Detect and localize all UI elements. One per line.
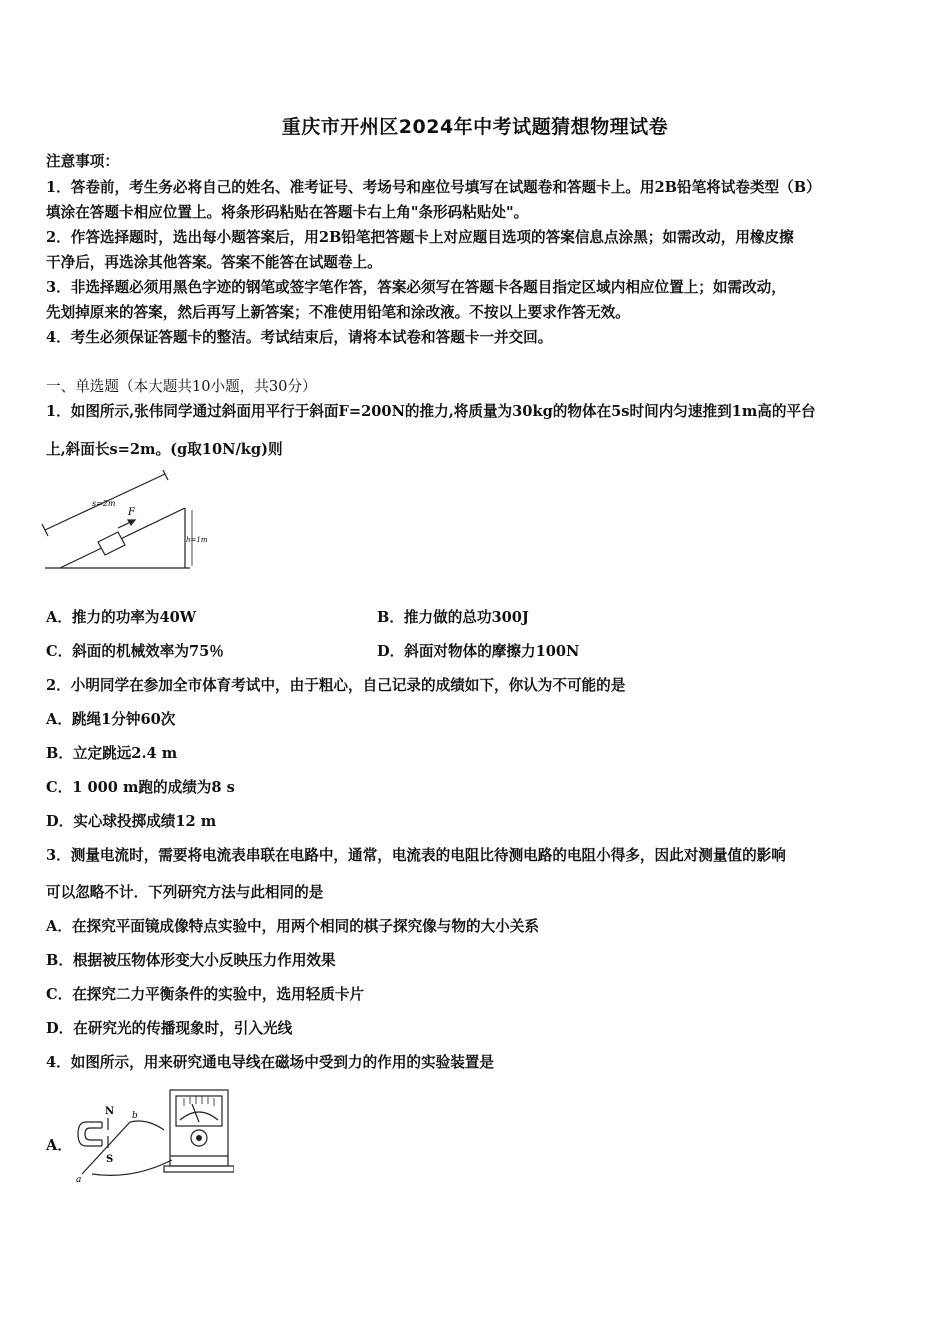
q1-option-c: C．斜面的机械效率为75％ [46,643,224,660]
pole-n-label: N [105,1106,115,1117]
notes-heading: 注意事项： [46,153,119,170]
q1-stem-line-1: 1．如图所示,张伟同学通过斜面用平行于斜面F=200N的推力,将质量为30kg的物体在5s时间内匀速推到1m高的平台 [46,403,816,420]
q1-option-a: A．推力的功率为40W [46,609,197,626]
force-label: F [128,507,135,518]
page-title: 重庆市开州区2024年中考试题猜想物理试卷 [281,116,669,138]
q3-option-b: B．根据被压物体形变大小反映压力作用效果 [46,952,336,969]
q4-stem: 4．如图所示，用来研究通电导线在磁场中受到力的作用的实验装置是 [46,1054,494,1071]
q2-option-c: C．1 000 m跑的成绩为8 s [46,779,235,796]
height-label: h=1m [186,536,208,544]
q3-option-a: A．在探究平面镜成像特点实验中，用两个相同的棋子探究像与物的大小关系 [46,918,539,935]
conductor-rod [82,1122,130,1174]
q1-option-b: B．推力做的总功300J [377,609,529,626]
wire-end-b-label: b [132,1111,138,1121]
q2-option-a: A．跳绳1分钟60次 [46,711,176,728]
note-4: 4．考生必须保证答题卡的整洁。考试结束后，请将本试卷和答题卡一并交回。 [46,329,553,346]
q2-stem: 2．小明同学在参加全市体育考试中，由于粗心，自己记录的成绩如下，你认为不可能的是 [46,677,626,694]
incline-surface [60,508,185,568]
q2-option-b: B．立定跳远2.4 m [46,745,178,762]
q1-stem-line-2: 上,斜面长s=2m。(g取10N/kg)则 [46,441,283,458]
q2-option-d: D．实心球投掷成绩12 m [46,813,217,830]
note-3-line-1: 3．非选择题必须用黑色字迹的钢笔或签字笔作答，答案必须写在答题卡各题目指定区域内相应位置上；如需改动， [46,279,786,296]
q3-stem-line-1: 3．测量电流时，需要将电流表串联在电路中，通常，电流表的电阻比待测电路的电阻小得多，因此对测量值的影响 [46,847,786,864]
q4-option-a-label: A． [46,1137,72,1154]
section-heading: 一、单选题（本大题共10小题，共30分） [46,378,317,395]
note-1-line-1: 1．答卷前，考生务必将自己的姓名、准考证号、考场号和座位号填写在试题卷和答题卡上。用2B铅笔将试卷类型（B） [46,179,821,196]
q3-stem-line-2: 可以忽略不计．下列研究方法与此相同的是 [46,884,324,901]
wire-top [130,1121,164,1130]
length-label: s=2m [92,499,116,508]
note-3-line-2: 先划掉原来的答案，然后再写上新答案；不准使用铅笔和涂改液。不按以上要求作答无效。 [46,304,630,321]
q3-option-d: D．在研究光的传播现象时，引入光线 [46,1020,293,1037]
block [98,532,125,555]
q3-option-c: C．在探究二力平衡条件的实验中，选用轻质卡片 [46,986,365,1003]
q1-option-d: D．斜面对物体的摩擦力100N [377,643,580,660]
note-2-line-2: 干净后，再选涂其他答案。答案不能答在试题卷上。 [46,254,382,271]
magnet-galvanometer-diagram [72,1082,234,1184]
note-2-line-1: 2．作答选择题时，选出每小题答案后，用2B铅笔把答题卡上对应题目选项的答案信息点涂黑；如需改动，用橡皮擦 [46,229,794,246]
incline-diagram [40,470,210,575]
galvanometer-box [170,1090,228,1166]
wire-bottom [92,1160,172,1175]
wire-end-a-label: a [76,1175,82,1184]
horseshoe-magnet [78,1122,102,1146]
note-1-line-2: 填涂在答题卡相应位置上。将条形码粘贴在答题卡右上角"条形码粘贴处"。 [46,204,529,221]
pole-s-label: S [106,1154,114,1165]
